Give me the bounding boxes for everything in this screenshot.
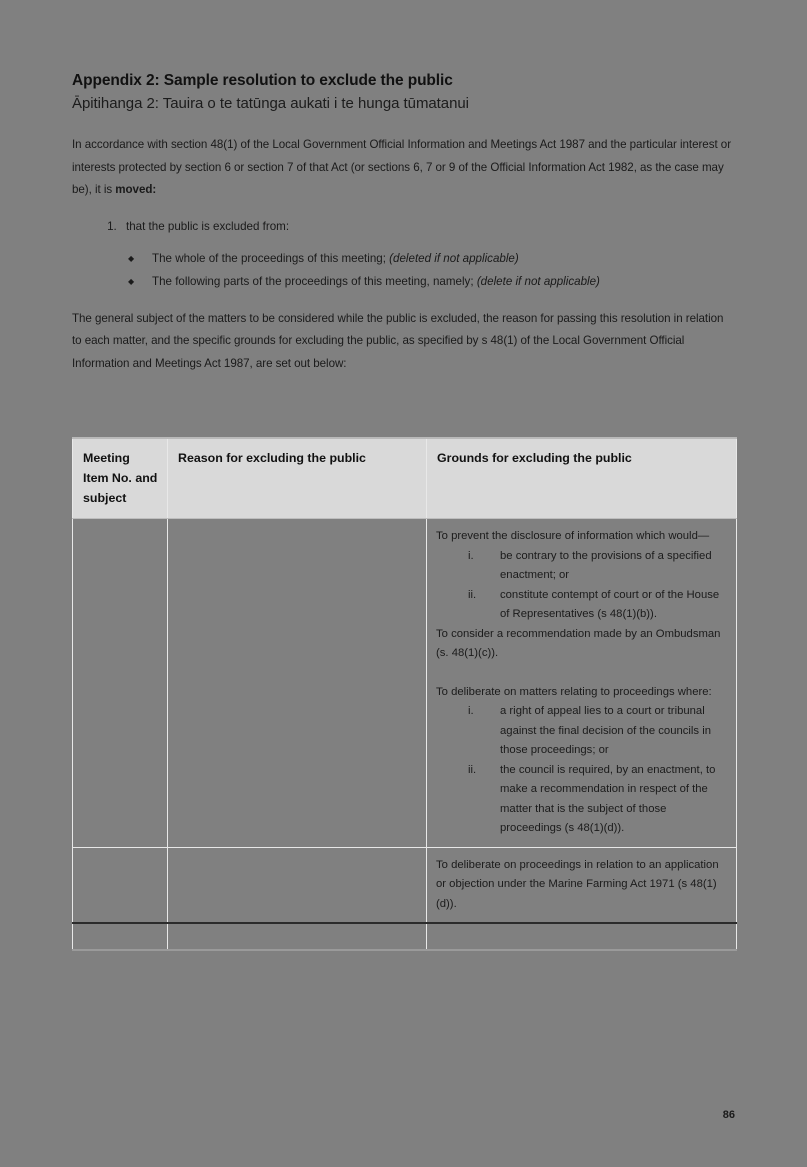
list-item: 1. that the public is excluded from:: [120, 216, 736, 238]
list-item: [128, 248, 736, 269]
document-body: [72, 72, 736, 389]
table-row-empty: [73, 923, 737, 950]
page-subtitle-maori: Āpitihanga 2: Tauira o te tatūnga aukati i te hunga tūmatanui: [72, 95, 469, 112]
resolution-table: [72, 437, 737, 951]
cell-grounds: [427, 519, 737, 848]
bullet-text: The whole of the proceedings of this meeting;: [152, 251, 390, 265]
table-header-row: [73, 438, 737, 519]
grounds-intro-1: To prevent the disclosure of information which would—: [436, 530, 710, 542]
grounds-paragraph-2: To consider a recommendation made by an Ombudsman (s. 48(1)(c)).: [436, 627, 721, 659]
cell-reason: [168, 519, 427, 848]
list-item: constitute contempt of court or of the House of Representatives (s 48(1)(b)).: [500, 588, 720, 620]
table-row: [73, 519, 737, 848]
intro-paragraph-text: In accordance with section 48(1) of the Local Government Official Information and Meetings Act 1987 and the particular interest or interests protected by section 6 or section 7 of that Act (or sections 6, 7 or 9 of the Official Information Act 1982, as the case may be), it is: [72, 138, 732, 196]
column-header-meeting-item: Meeting Item No. and subject: [73, 438, 168, 519]
grounds-roman-list-3: [436, 702, 727, 839]
intro-paragraph: [72, 134, 736, 202]
list-item: [128, 271, 736, 292]
list-item: be contrary to the provisions of a specified enactment; or: [500, 549, 712, 581]
cell-grounds: [427, 847, 737, 923]
cell-reason: [168, 847, 427, 923]
table-row: [73, 847, 737, 923]
general-subject-paragraph: The general subject of the matters to be considered while the public is excluded, the reason for passing this resolution in relation to each matter, and the specific grounds for excluding the public, as specified by s 48(1) of the Local Government Official Information and Meetings Act 1987, are set out below:: [72, 311, 724, 370]
grounds-intro-3: To deliberate on matters relating to proceedings where:: [436, 685, 712, 698]
bullet-text: The following parts of the proceedings of this meeting, namely;: [152, 274, 477, 288]
grounds-paragraph: To deliberate on proceedings in relation to an application or objection under the Marine Farming Act 1971 (s 48(1)(d)).: [436, 858, 719, 910]
page-title: Appendix 2: Sample resolution to exclude the public: [72, 72, 453, 89]
excluded-from-list: [72, 216, 736, 238]
proceedings-bullet-list: [72, 248, 736, 292]
column-header-reason: Reason for excluding the public: [168, 438, 427, 519]
bullet-note-italic: (deleted if not applicable): [389, 251, 519, 265]
cell-meeting-item: [73, 923, 168, 950]
cell-grounds: [427, 923, 737, 950]
grounds-roman-list-1: [436, 547, 727, 625]
list-item: a right of appeal lies to a court or tribunal against the final decision of the councils in those proceedings; or: [500, 705, 712, 756]
column-header-grounds: Grounds for excluding the public: [427, 438, 737, 519]
bullet-note-italic: (delete if not applicable): [476, 274, 600, 288]
grounds-spacer: [436, 664, 727, 683]
cell-reason: [168, 923, 427, 950]
list-item: the council is required, by an enactment, to make a recommendation in respect of the matter that is the subject of those proceedings (s 48(1)(d)).: [500, 763, 716, 834]
cell-meeting-item: [73, 519, 168, 848]
page-number: 86: [722, 1109, 735, 1121]
cell-meeting-item: [73, 847, 168, 923]
intro-moved-label: moved:: [115, 183, 157, 196]
